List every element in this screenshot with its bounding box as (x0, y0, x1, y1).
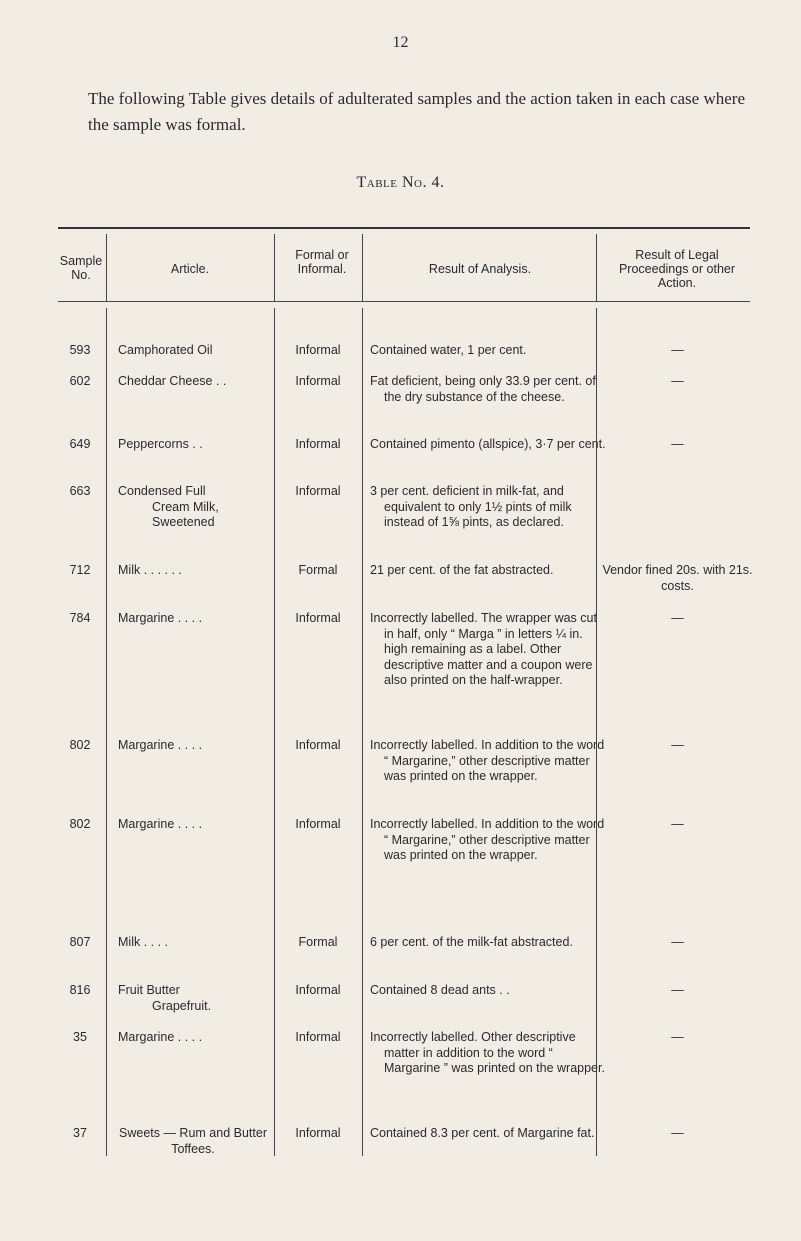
column-divider (596, 308, 597, 1156)
cell-result: Contained pimento (allspice), 3·7 per cent. (370, 437, 606, 451)
cell-article: Peppercorns . . (118, 437, 203, 451)
cell-sample-no: 663 (69, 484, 91, 498)
cell-formal: Informal (295, 1030, 341, 1044)
cell-legal: — (671, 611, 684, 625)
cell-sample-no: 807 (69, 935, 91, 949)
cell-result: Fat deficient, being only 33.9 per cent. of the dry substance of the cheese. (370, 374, 596, 404)
header-divider (362, 234, 363, 302)
column-divider (274, 308, 275, 1156)
header-formal: Formal or Informal. (295, 248, 349, 276)
intro-paragraph: The following Table gives details of adulterated samples and the action taken in each case where the sample was formal. (88, 89, 745, 134)
cell-article: Camphorated Oil (118, 343, 213, 357)
cell-legal: — (671, 374, 684, 388)
cell-article-line1: Condensed Full (118, 484, 206, 498)
cell-formal: Informal (295, 817, 341, 831)
cell-article: Milk . . . . (118, 935, 168, 949)
cell-article: Cheddar Cheese . . (118, 374, 227, 388)
cell-formal: Informal (295, 343, 341, 357)
cell-result: Incorrectly labelled. In addition to the word “ Margarine,” other descriptive matter was printed on the wrapper. (370, 817, 605, 862)
cell-legal: — (671, 1030, 684, 1044)
table-title: Table No. 4. (356, 174, 445, 191)
header-divider (106, 234, 107, 302)
cell-sample-no: 649 (69, 437, 91, 451)
cell-legal: — (671, 1126, 684, 1140)
cell-sample-no: 712 (69, 563, 91, 577)
cell-result: Incorrectly labelled. The wrapper was cut in half, only “ Marga ” in letters ¼ in. high remaining as a label. Other descriptive matter and a coupon were also printed on the half-wrapper. (370, 611, 597, 687)
cell-result: Incorrectly labelled. Other descriptive matter in addition to the word “ Margarine ” was printed on the wrapper. (370, 1030, 605, 1075)
header-legal: Result of Legal Proceedings or other Action. (618, 248, 736, 290)
cell-formal: Informal (295, 738, 341, 752)
cell-sample-no: 35 (73, 1030, 87, 1044)
cell-sample-no: 37 (73, 1126, 87, 1140)
table-top-rule (58, 227, 750, 229)
cell-sample-no: 816 (69, 983, 91, 997)
cell-formal: Formal (298, 563, 338, 577)
cell-result: Contained 8.3 per cent. of Margarine fat. (370, 1126, 595, 1140)
header-divider (274, 234, 275, 302)
cell-article-line2: Grapefruit. (152, 998, 212, 1013)
header-article: Article. (170, 262, 210, 276)
header-sample-no: Sample No. (59, 254, 103, 282)
cell-article-line2: Cream Milk, Sweetened (152, 499, 219, 529)
cell-legal: — (671, 935, 684, 949)
cell-article: Sweets — Rum and Butter Toffees. (119, 1126, 267, 1156)
table-header-rule (58, 301, 750, 302)
cell-article: Milk . . . . . . (118, 563, 182, 577)
cell-legal: — (671, 983, 684, 997)
cell-sample-no: 593 (69, 343, 91, 357)
cell-result: Contained 8 dead ants . . (370, 983, 510, 997)
cell-article: Margarine . . . . (118, 817, 203, 831)
cell-formal: Formal (298, 935, 338, 949)
cell-article (118, 983, 278, 1014)
cell-result: 6 per cent. of the milk-fat abstracted. (370, 935, 573, 949)
cell-result: Incorrectly labelled. In addition to the word “ Margarine,” other descriptive matter was printed on the wrapper. (370, 738, 605, 783)
cell-sample-no: 802 (69, 817, 91, 831)
page-number: 12 (392, 34, 409, 51)
cell-article: Margarine . . . . (118, 738, 203, 752)
cell-legal: — (671, 343, 684, 357)
cell-result: 3 per cent. deficient in milk-fat, and equivalent to only 1½ pints of milk instead of 1⅝ pints, as declared. (370, 484, 572, 529)
cell-formal: Informal (295, 611, 341, 625)
cell-legal: — (671, 738, 684, 752)
cell-formal: Informal (295, 437, 341, 451)
header-divider (596, 234, 597, 302)
cell-sample-no: 802 (69, 738, 91, 752)
cell-article (118, 484, 278, 531)
cell-article: Margarine . . . . (118, 611, 203, 625)
cell-result: Contained water, 1 per cent. (370, 343, 527, 357)
header-result: Result of Analysis. (428, 262, 532, 276)
column-divider (106, 308, 107, 1156)
cell-legal: — (671, 817, 684, 831)
cell-formal: Informal (295, 1126, 341, 1140)
cell-legal: — (671, 437, 684, 451)
cell-article-line1: Fruit Butter (118, 983, 180, 997)
cell-article: Margarine . . . . (118, 1030, 203, 1044)
cell-sample-no: 602 (69, 374, 91, 388)
cell-legal: Vendor fined 20s. with 21s. costs. (602, 563, 753, 593)
cell-formal: Informal (295, 983, 341, 997)
cell-formal: Informal (295, 374, 341, 388)
cell-result: 21 per cent. of the fat abstracted. (370, 563, 554, 577)
column-divider (362, 308, 363, 1156)
cell-sample-no: 784 (69, 611, 91, 625)
cell-formal: Informal (295, 484, 341, 498)
